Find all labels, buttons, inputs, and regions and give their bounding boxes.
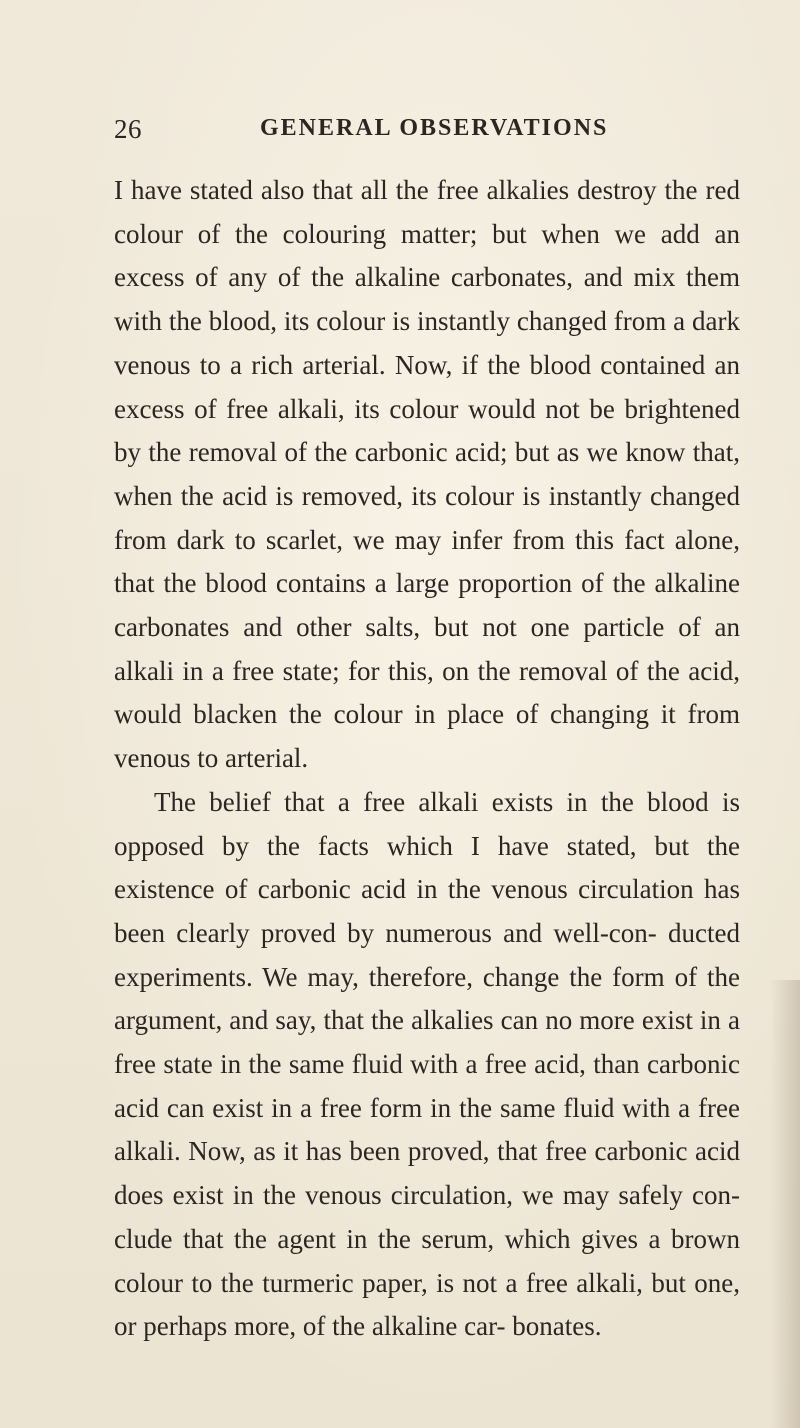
running-title: GENERAL OBSERVATIONS bbox=[260, 115, 609, 141]
paragraph: I have stated also that all the free alkalies destroy the red colour of the colouring matter; but when we add an excess of any of the alkaline carbonates, and mix them with the blood, its colour is instantly changed from a dark venous to a rich arterial. Now, if the blood contained an excess of free alkali, its colour would not be brightened by the removal of the carbonic acid; but as we know that, when the acid is removed, its colour is instantly changed from dark to scarlet, we may infer from this fact alone, that the blood contains a large proportion of the alkaline carbonates and other salts, but not one particle of an alkali in a free state; for this, on the removal of the acid, would blacken the colour in place of changing it from venous to arterial. bbox=[114, 175, 740, 774]
body-text bbox=[114, 169, 740, 1349]
page-header bbox=[114, 114, 734, 154]
paragraph: The belief that a free alkali exists in the blood is opposed by the facts which I have stated, but the existence of carbonic acid in the venous circulation has been clearly proved by numerous and well-con- ducted experiments. We may, therefore, change the form of the argument, and say, that the alkalies can no more exist in a free state in the same fluid with a free acid, than carbonic acid can exist in a free form in the same fluid with a free alkali. Now, as it has been proved, that free carbonic acid does exist in the venous circulation, we may safely con- clude that the agent in the serum, which gives a brown colour to the turmeric paper, is not a free alkali, but one, or perhaps more, of the alkaline car- bonates. bbox=[114, 786, 740, 1342]
page-edge-shadow bbox=[770, 980, 800, 1428]
page-number: 26 bbox=[114, 114, 142, 144]
